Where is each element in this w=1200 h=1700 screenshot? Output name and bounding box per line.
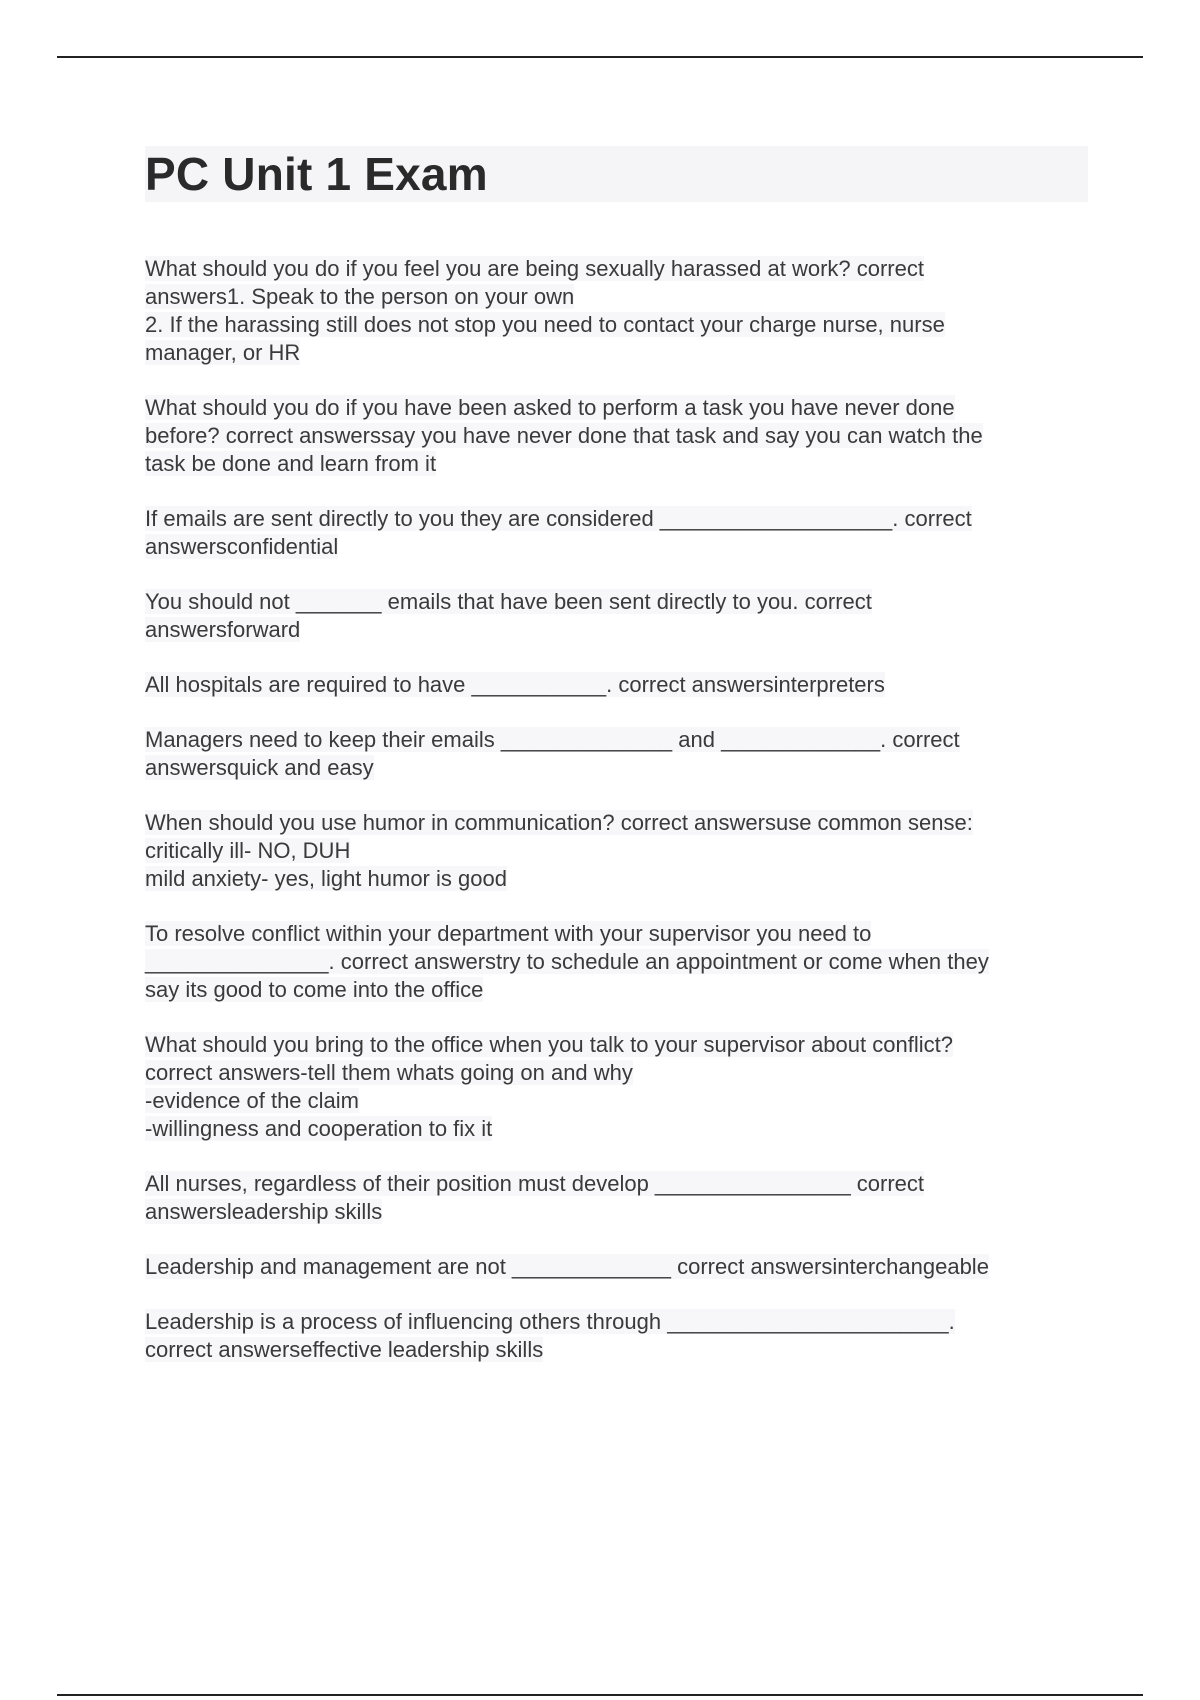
- qa-line-text: correct answerseffective leadership skills: [145, 1337, 544, 1362]
- qa-line-text: mild anxiety- yes, light humor is good: [145, 866, 507, 891]
- qa-line-text: say its good to come into the office: [145, 977, 484, 1002]
- qa-item: [145, 1031, 1088, 1143]
- qa-line-text: What should you bring to the office when you talk to your supervisor about conflict?: [145, 1032, 953, 1057]
- qa-item: [145, 394, 1088, 478]
- qa-line-text: To resolve conflict within your department with your supervisor you need to: [145, 921, 872, 946]
- qa-line: [145, 1031, 1088, 1059]
- qa-line-text: -evidence of the claim: [145, 1088, 359, 1113]
- qa-line-text: What should you do if you have been asked to perform a task you have never done: [145, 395, 955, 420]
- qa-line: [145, 422, 1088, 450]
- qa-line: [145, 533, 1088, 561]
- qa-item: [145, 1253, 1088, 1281]
- qa-item: [145, 671, 1088, 699]
- qa-item: [145, 920, 1088, 1004]
- qa-line-text: answersforward: [145, 617, 301, 642]
- qa-line-text: answersconfidential: [145, 534, 339, 559]
- qa-line-text: All hospitals are required to have ___________. correct answersinterpreters: [145, 672, 885, 697]
- qa-line-text: answers1. Speak to the person on your own: [145, 284, 575, 309]
- qa-line-text: If emails are sent directly to you they are considered ___________________. correct: [145, 506, 972, 531]
- qa-line: [145, 726, 1088, 754]
- qa-item: [145, 809, 1088, 893]
- title-band: [145, 146, 1088, 202]
- qa-item: [145, 505, 1088, 561]
- qa-item: [145, 1308, 1088, 1364]
- qa-line: [145, 505, 1088, 533]
- qa-line: [145, 588, 1088, 616]
- qa-line: [145, 809, 1088, 837]
- qa-line-text: Managers need to keep their emails ______________ and _____________. correct: [145, 727, 960, 752]
- qa-item: [145, 255, 1088, 367]
- qa-line: [145, 671, 1088, 699]
- qa-line: [145, 948, 1088, 976]
- qa-line-text: All nurses, regardless of their position must develop ________________ correct: [145, 1171, 925, 1196]
- qa-line: [145, 976, 1088, 1004]
- qa-line: [145, 1253, 1088, 1281]
- top-rule: [57, 56, 1143, 58]
- qa-line: [145, 394, 1088, 422]
- qa-line: [145, 339, 1088, 367]
- qa-line: [145, 450, 1088, 478]
- qa-line-text: answersleadership skills: [145, 1199, 383, 1224]
- qa-line: [145, 1115, 1088, 1143]
- bottom-rule: [57, 1694, 1143, 1696]
- qa-line-text: _______________. correct answerstry to schedule an appointment or come when they: [145, 949, 989, 974]
- qa-line: [145, 1308, 1088, 1336]
- qa-line: [145, 311, 1088, 339]
- qa-line: [145, 1059, 1088, 1087]
- qa-line: [145, 920, 1088, 948]
- qa-line: [145, 754, 1088, 782]
- qa-item: [145, 1170, 1088, 1226]
- qa-line: [145, 837, 1088, 865]
- page-title: PC Unit 1 Exam: [145, 148, 488, 200]
- qa-line: [145, 1087, 1088, 1115]
- qa-line-text: manager, or HR: [145, 340, 301, 365]
- qa-line-text: Leadership is a process of influencing others through _______________________.: [145, 1309, 955, 1334]
- qa-line-text: What should you do if you feel you are being sexually harassed at work? correct: [145, 256, 924, 281]
- qa-line-text: task be done and learn from it: [145, 451, 437, 476]
- qa-line: [145, 1336, 1088, 1364]
- qa-line: [145, 283, 1088, 311]
- qa-line-text: before? correct answerssay you have never done that task and say you can watch the: [145, 423, 983, 448]
- qa-line-text: answersquick and easy: [145, 755, 374, 780]
- document-body: [145, 146, 1088, 1391]
- qa-line: [145, 1170, 1088, 1198]
- qa-line: [145, 865, 1088, 893]
- qa-line-text: critically ill- NO, DUH: [145, 838, 351, 863]
- qa-line-text: 2. If the harassing still does not stop you need to contact your charge nurse, nurse: [145, 312, 945, 337]
- qa-line-text: -willingness and cooperation to fix it: [145, 1116, 493, 1141]
- qa-line: [145, 616, 1088, 644]
- qa-line: [145, 1198, 1088, 1226]
- qa-line-text: Leadership and management are not _____________ correct answersinterchangeable: [145, 1254, 989, 1279]
- qa-line-text: correct answers-tell them whats going on and why: [145, 1060, 633, 1085]
- qa-line: [145, 255, 1088, 283]
- qa-list: [145, 255, 1088, 1364]
- qa-line-text: When should you use humor in communication? correct answersuse common sense:: [145, 810, 973, 835]
- qa-item: [145, 726, 1088, 782]
- qa-item: [145, 588, 1088, 644]
- qa-line-text: You should not _______ emails that have been sent directly to you. correct: [145, 589, 872, 614]
